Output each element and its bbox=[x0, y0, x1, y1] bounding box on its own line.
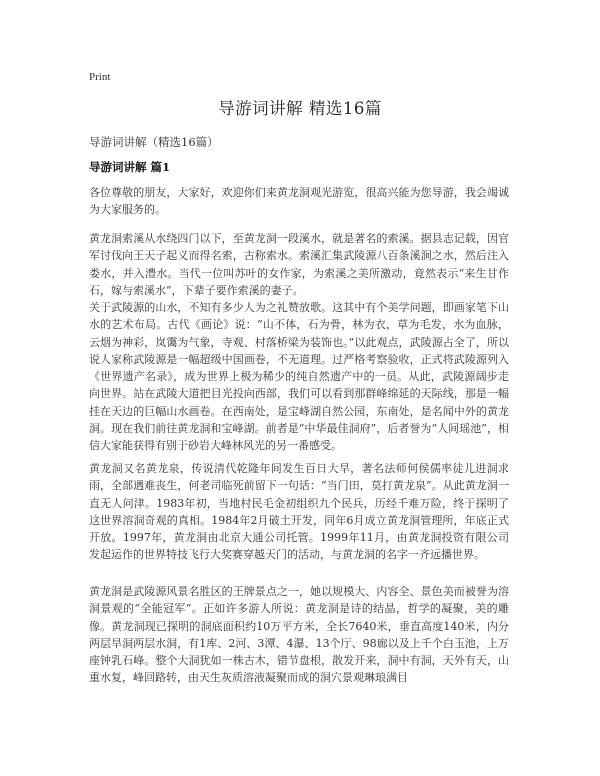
paragraph: 黄龙洞索溪从水绕四门以下，至黄龙洞一段溪水，就是著名的索溪。据县志记载，因官军讨伐向王天子起义而得名索，古称索水。索溪汇集武陵源八百条溪涧之水，然后注入娄水，并入澧水。当代一位叫苏叶的女作家，为索溪之美所激动，竟然表示“来生甘作石，嫁与索溪水”，下辈子要作索溪的妻子。 bbox=[89, 232, 509, 297]
document-subtitle: 导游词讲解（精选16篇） bbox=[89, 135, 219, 149]
paragraph: 各位尊敬的朋友，大家好，欢迎你们来黄龙洞观光游览，很高兴能为您导游，我会竭诚为大家服务的。 bbox=[89, 186, 509, 217]
print-link[interactable]: Print bbox=[89, 71, 111, 83]
paragraph: 黄龙洞又名黄龙泉，传说清代乾隆年间发生百日大旱，著名法师何侯儒率徒儿进洞求雨，全部遇难丧生，何老司临死前留下一句话：“当门田，莫打黄龙泉”。从此黄龙洞一直无人问津。1983年初，当地村民毛金初组织九个民兵，历经千难万险，终于探明了这世界溶洞奇观的真相。1984年2月破土开发，同年6月成立黄龙洞管理所，年底正式开放。1997年，黄龙洞由北京大通公司托管。1999年11月，由黄龙洞投资有限公司发起运作的世界特技飞行大奖赛穿越天门的活动，与黄龙洞的名字一齐远播世界。 bbox=[89, 462, 509, 562]
paragraph: 关于武陵源的山水，不知有多少人为之礼赞放歌。这其中有个美学问题，即画家笔下山水的艺术布局。古代《画论》说：“山不体，石为骨，林为衣，草为毛发，水为血脉，云烟为神彩，岚霭为气象，寺观、村落桥梁为装饰也。”以此观点，武陵源占全了，所以说人家称武陵源是一幅超级中国画卷，不无道理。过严格考察验收，正式将武陵源列入《世界遗产名录》，成为世界上极为稀少的纯自然遗产中的一员。从此，武陵源阔步走向世界。站在武陵大道把目光投向西部，我们可以看到那群峰绵延的天际线，那是一幅挂在天边的巨幅山水画卷。在西南处，是宝峰湖自然公园，东南处，是名闻中外的黄龙洞。现在我们前往黄龙洞和宝峰湖。前者是“中华最佳洞府”，后者誉为“人间瑶池”，相信大家能获得有别于砂岩大峰林风光的另一番感受。 bbox=[89, 301, 509, 453]
section-heading: 导游词讲解 篇1 bbox=[89, 160, 171, 174]
document-title: 导游词讲解 精选16篇 bbox=[218, 99, 382, 118]
paragraph: 黄龙洞是武陵源风景名胜区的王牌景点之一，她以规模大、内容全、景色美而被誉为溶洞景观的“全能冠军”。正如许多游人所说：黄龙洞是诗的结晶，哲学的凝聚，美的雕像。黄龙洞现已探明的洞底面积约10万平方米，全长7640米，垂直高度140米，内分两层旱洞两层水洞，有1库、2河、3潭、4瀑、13个厅、98廊以及上千个白玉池，上万座钟乳石峰。整个大洞犹如一株古木，错节盘根，散发开来，洞中有洞，天外有天，山重水复，峰回路转，由天生灰质溶液凝聚而成的洞穴景观琳琅满目 bbox=[89, 585, 510, 685]
